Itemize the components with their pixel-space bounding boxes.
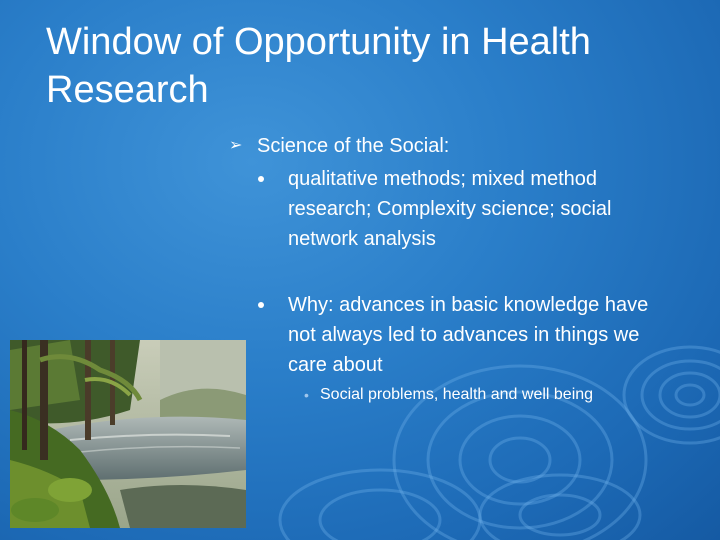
bullet-text: qualitative methods; mixed method research; Complexity science; social network analysis <box>288 168 612 250</box>
slide-title: Window of Opportunity in Health Research <box>46 21 591 111</box>
small-dot-bullet-icon: • <box>304 387 309 403</box>
bullet-level2 <box>258 290 678 382</box>
bullet-text: Social problems, health and well being <box>320 386 594 403</box>
round-bullet-icon <box>258 176 264 182</box>
bullet-text: Why: advances in basic knowledge have not always led to advances in things we care about <box>288 294 649 376</box>
bullet-level2 <box>258 164 678 256</box>
round-bullet-icon <box>258 302 264 308</box>
bullet-text: Science of the Social: <box>257 135 450 157</box>
arrow-bullet-icon: ➢ <box>229 137 243 154</box>
forest-river-painting <box>10 340 246 528</box>
